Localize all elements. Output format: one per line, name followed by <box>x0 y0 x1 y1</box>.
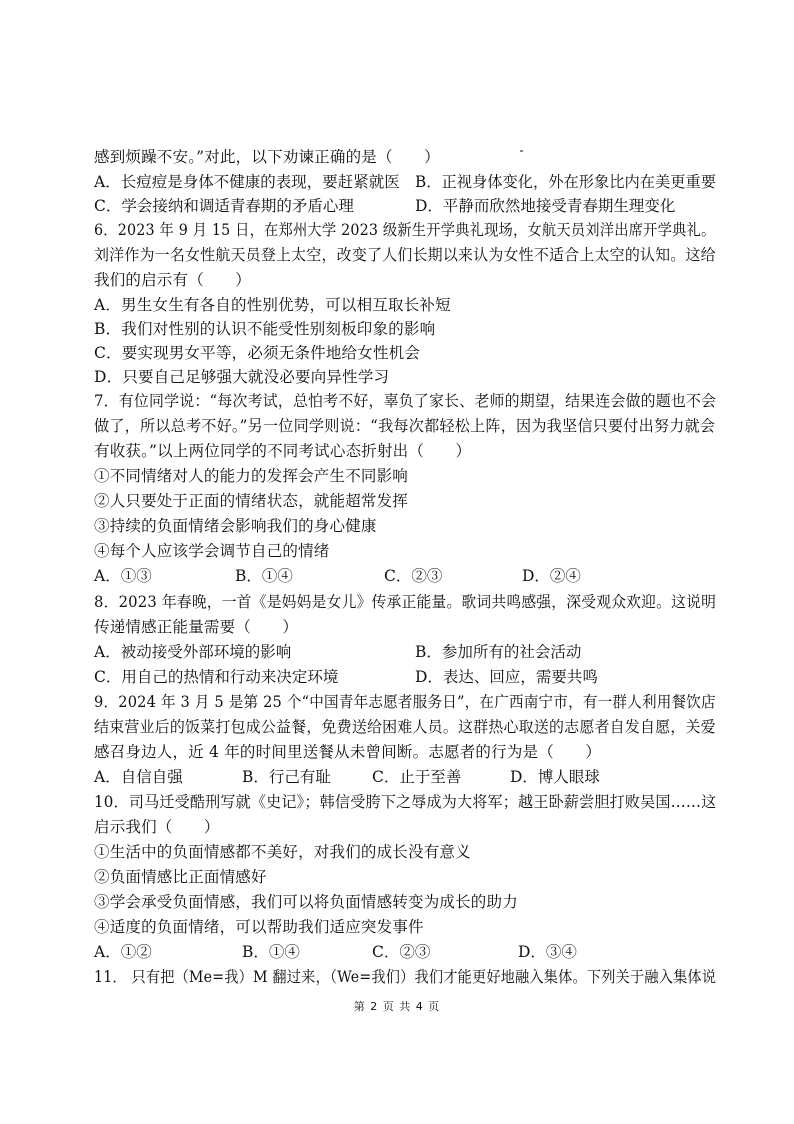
q10-option-c: C．②③ <box>372 943 431 961</box>
q8-option-a: A．被动接受外部环境的影响 <box>94 643 292 661</box>
q10-option-a: A．①② <box>94 943 152 961</box>
q8-option-d: D．表达、回应，需要共鸣 <box>415 668 598 686</box>
q9-stem-line2: 结束营业后的饭菜打包成公益餐，免费送给困难人员。这群热心取送的志愿者自发自愿，关爱 <box>94 718 716 736</box>
q10-stem-line2: 启示我们（ ） <box>94 818 220 836</box>
q6-stem-line3: 我们的启示有（ ） <box>94 271 252 289</box>
q10-statement-2: ②负面情感比正面情感好 <box>94 868 267 886</box>
q5-option-a: A．长痘痘是身体不健康的表现，要赶紧就医 <box>94 173 400 191</box>
q9-option-b: B．行己有耻 <box>242 768 331 786</box>
q6-option-c: C．要实现男女平等，必须无条件地给女性机会 <box>94 344 421 362</box>
q5-option-c: C．学会接纳和调适青春期的矛盾心理 <box>94 197 354 215</box>
q7-option-b: B．①④ <box>235 567 293 585</box>
q9-option-a: A．自信自强 <box>94 768 183 786</box>
q7-option-d: D．②④ <box>522 567 581 585</box>
q10-stem-line1: 10．司马迁受酷刑写就《史记》；韩信受胯下之辱成为大将军；越王卧薪尝胆打败吴国……这 <box>94 793 717 811</box>
q6-option-d: D．只要自己足够强大就没必要向异性学习 <box>94 368 390 386</box>
q7-stem-line2: 做了，所以总考不好。”另一位同学则说：“我每次都轻松上阵，因为我坚信只要付出努力就会 <box>94 417 716 435</box>
q8-stem-line2: 传递情感正能量需要（ ） <box>94 618 299 636</box>
q11-stem-line1: 11． 只有把（Me=我）M 翻过来，（We=我们）我们才能更好地融入集体。下列关于融入集体说 <box>94 968 717 986</box>
q7-stem-line3: 有收获。”以上两位同学的不同考试心态折射出（ ） <box>94 442 472 460</box>
q5-stem-tail: 感到烦躁不安。”对此，以下劝谏正确的是（ ） <box>94 148 440 166</box>
q7-statement-1: ①不同情绪对人的能力的发挥会产生不同影响 <box>94 467 409 485</box>
q9-stem-line3: 感召身边人，近 4 年的时间里送餐从未曾间断。志愿者的行为是（ ） <box>94 743 602 761</box>
q7-option-a: A．①③ <box>94 567 152 585</box>
q7-option-c: C．②③ <box>384 567 443 585</box>
q10-statement-4: ④适度的负面情绪，可以帮助我们适应突发事件 <box>94 918 424 936</box>
scan-speck <box>520 150 523 152</box>
q6-stem-line1: 6．2023 年 9 月 15 日，在郑州大学 2023 级新生开学典礼现场，女航天员刘洋出席开学典礼。 <box>94 221 716 239</box>
q6-stem-line2: 刘洋作为一名女性航天员登上太空，改变了人们长期以来认为女性不适合上太空的认知。这给 <box>94 246 716 264</box>
q9-stem-line1: 9．2024 年 3 月 5 是第 25 个“中国青年志愿者服务日”，在广西南宁市，有一群人利用餐饮店 <box>94 693 716 711</box>
q9-option-c: C．止于至善 <box>372 768 462 786</box>
q6-option-a: A．男生女生有各自的性别优势，可以相互取长补短 <box>94 296 451 314</box>
q10-option-b: B．①④ <box>242 943 300 961</box>
q7-statement-2: ②人只要处于正面的情绪状态，就能超常发挥 <box>94 492 409 510</box>
q10-option-d: D．③④ <box>518 943 577 961</box>
q8-option-b: B．参加所有的社会活动 <box>415 643 582 661</box>
q7-stem-line1: 7．有位同学说：“每次考试，总怕考不好，辜负了家长、老师的期望，结果连会做的题也不会 <box>94 392 717 410</box>
q8-stem-line1: 8．2023 年春晚，一首《是妈妈是女儿》传承正能量。歌词共鸣感强，深受观众欢迎。这说明 <box>94 593 717 611</box>
q7-statement-4: ④每个人应该学会调节自己的情绪 <box>94 542 330 560</box>
q9-option-d: D．博人眼球 <box>510 768 600 786</box>
q10-statement-3: ③学会承受负面情感，我们可以将负面情感转变为成长的助力 <box>94 893 518 911</box>
page-number-footer: 第 2 页 共 4 页 <box>353 1000 441 1013</box>
q10-statement-1: ①生活中的负面情感都不美好，对我们的成长没有意义 <box>94 843 471 861</box>
q8-option-c: C．用自己的热情和行动来决定环境 <box>94 668 339 686</box>
q6-option-b: B．我们对性别的认识不能受性别刻板印象的影响 <box>94 320 436 338</box>
q5-option-d: D．平静而欣然地接受青春期生理变化 <box>415 197 676 215</box>
q5-option-b: B．正视身体变化，外在形象比内在美更重要 <box>415 173 717 191</box>
q7-statement-3: ③持续的负面情绪会影响我们的身心健康 <box>94 517 377 535</box>
